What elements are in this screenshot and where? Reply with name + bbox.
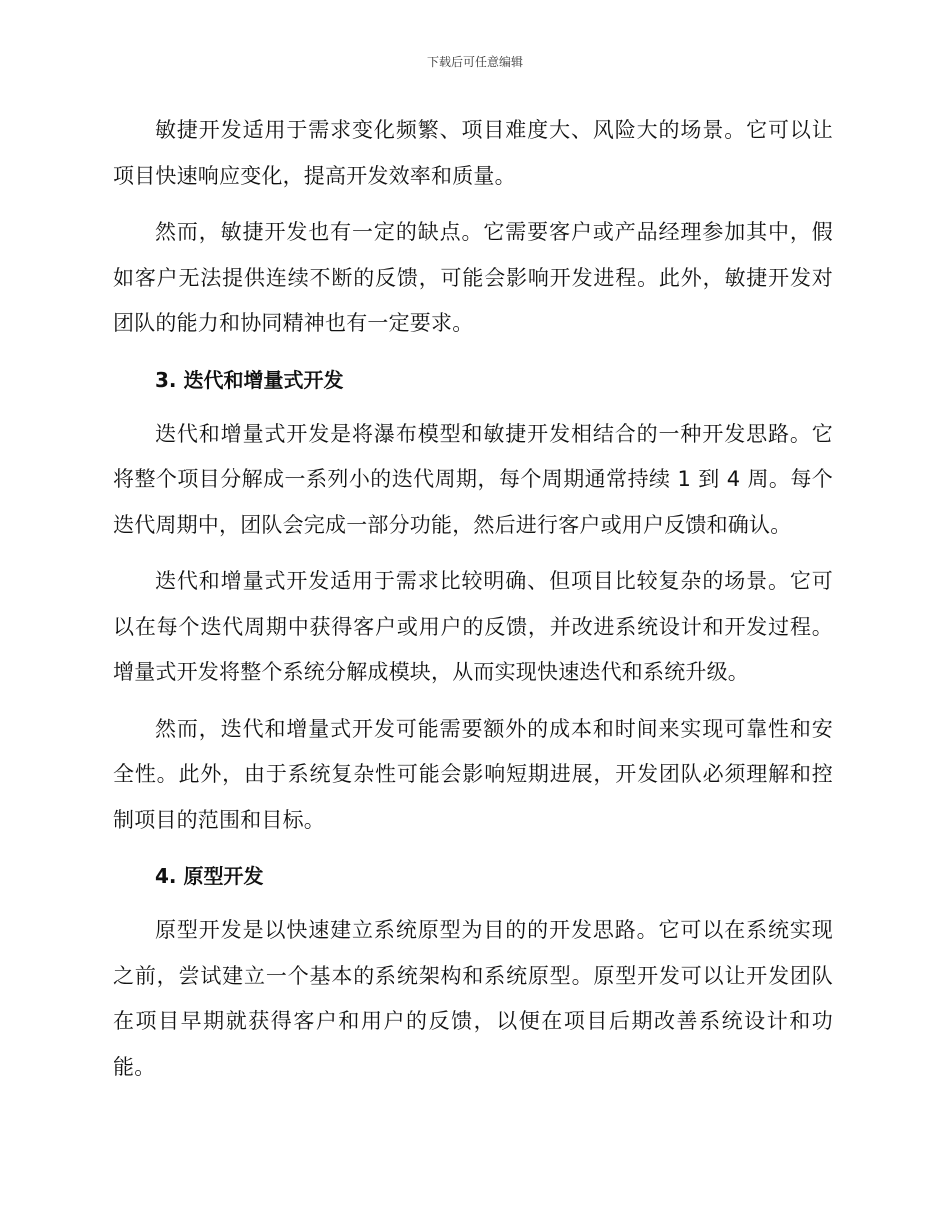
paragraph-prototype-intro: 原型开发是以快速建立系统原型为目的的开发思路。它可以在系统实现之前，尝试建立一个基本的系统架构和系统原型。原型开发可以让开发团队在项目早期就获得客户和用户的反馈，以便在项目后期改善系统设计和功能。	[113, 918, 833, 1079]
header-note: 下载后可任意编辑	[426, 55, 523, 69]
paragraph-agile-scenarios: 敏捷开发适用于需求变化频繁、项目难度大、风险大的场景。它可以让项目快速响应变化，提高开发效率和质量。	[113, 118, 833, 188]
section-heading-prototype: 4. 原型开发	[155, 864, 264, 888]
paragraph-iterative-scenarios: 迭代和增量式开发适用于需求比较明确、但项目比较复杂的场景。它可以在每个迭代周期中获得客户或用户的反馈，并改进系统设计和开发过程。增量式开发将整个系统分解成模块，从而实现快速迭代和系统升级。	[113, 569, 833, 684]
paragraph-agile-drawbacks: 然而，敏捷开发也有一定的缺点。它需要客户或产品经理参加其中，假如客户无法提供连续不断的反馈，可能会影响开发进程。此外，敏捷开发对团队的能力和协同精神也有一定要求。	[113, 220, 833, 335]
section-heading-iterative: 3. 迭代和增量式开发	[155, 367, 344, 392]
paragraph-iterative-drawbacks: 然而，迭代和增量式开发可能需要额外的成本和时间来实现可靠性和安全性。此外，由于系统复杂性可能会影响短期进展，开发团队必须理解和控制项目的范围和目标。	[113, 716, 833, 832]
document-body	[113, 108, 833, 1101]
paragraph-iterative-intro: 迭代和增量式开发是将瀑布模型和敏捷开发相结合的一种开发思路。它将整个项目分解成一系列小的迭代周期，每个周期通常持续 1 到 4 周。每个迭代周期中，团队会完成一部分功能，然后进行客户或用户反馈和确认。	[113, 421, 833, 537]
